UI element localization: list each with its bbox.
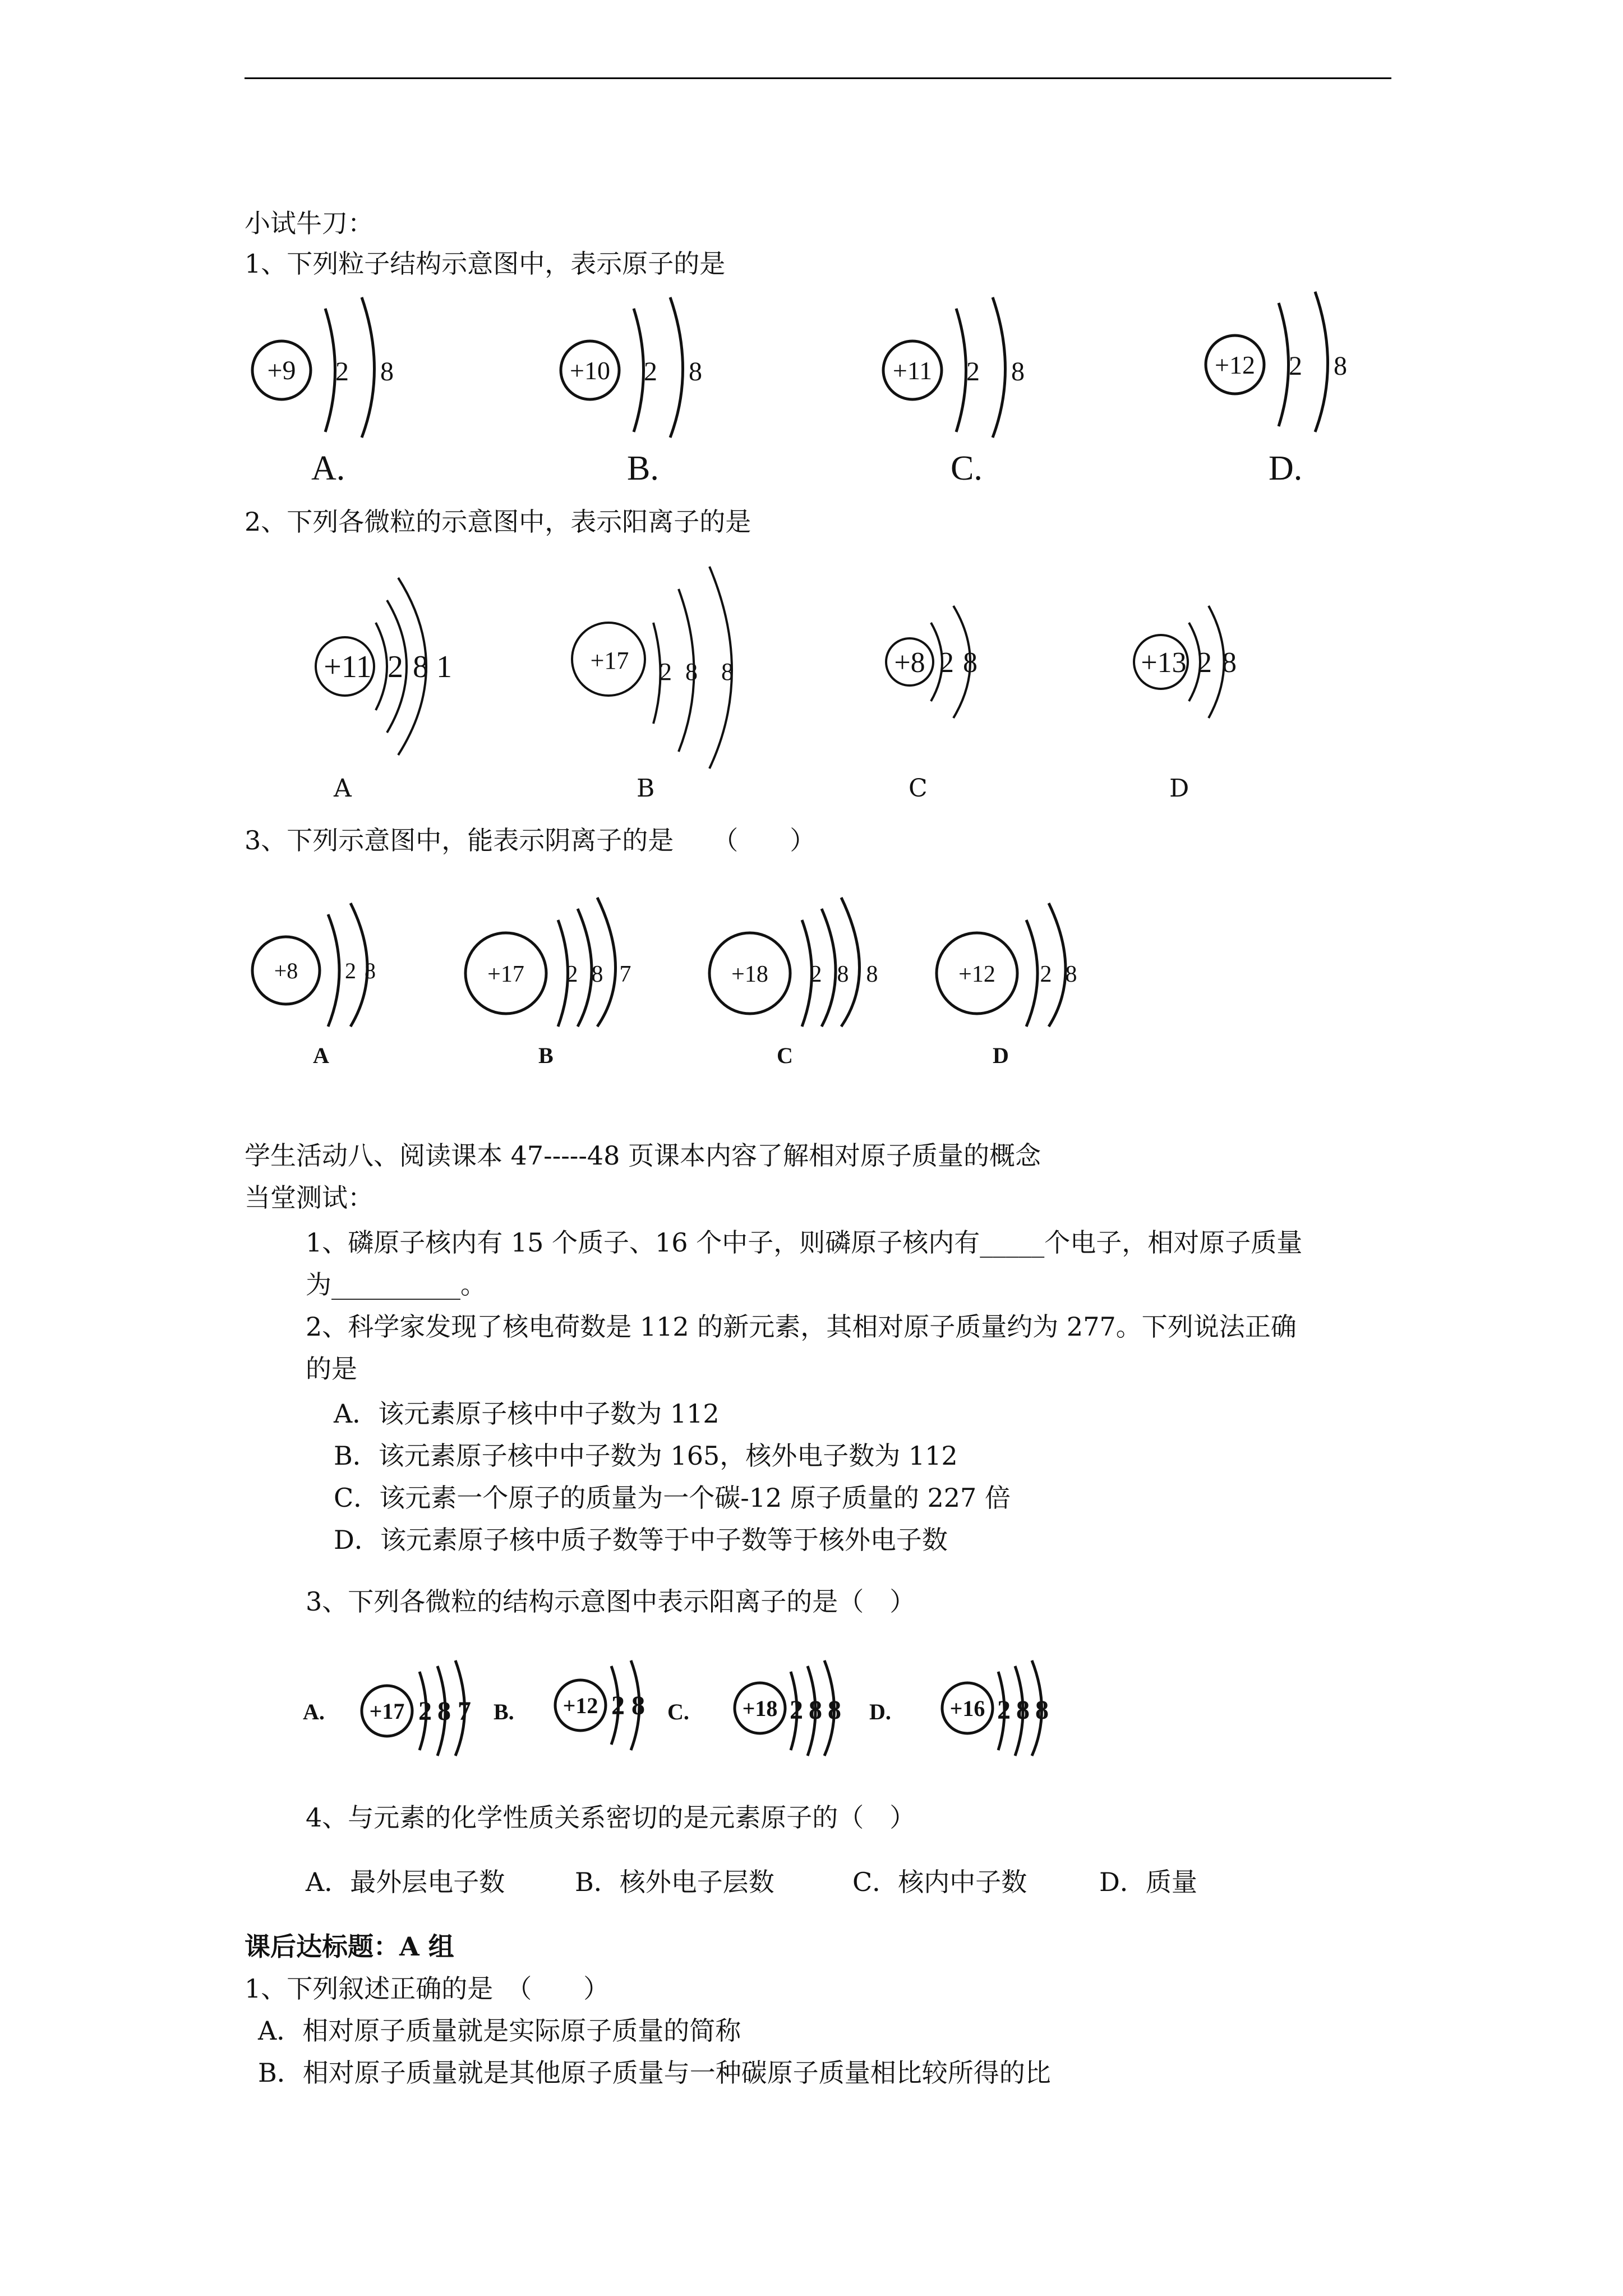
shell-electrons: 8 xyxy=(689,357,702,386)
shell-electrons: 8 xyxy=(591,961,603,987)
shell-electrons: 8 xyxy=(437,1696,451,1726)
homework-q1: 1、下列叙述正确的是 （ ） xyxy=(245,1973,610,2004)
nucleus-charge: +8 xyxy=(894,647,925,679)
t3-option-c: C. xyxy=(667,1699,689,1724)
section-title: 小试牛刀： xyxy=(245,208,374,238)
shell-electrons: 2 xyxy=(997,1695,1011,1725)
shell-electrons: 8 xyxy=(809,1695,822,1725)
nucleus-charge: +13 xyxy=(1141,647,1187,679)
t3-diagrams xyxy=(303,1655,1088,1761)
t4-option-b: B．核外电子层数 xyxy=(575,1867,774,1897)
nucleus-charge: +18 xyxy=(742,1696,778,1721)
shell-electrons: 2 xyxy=(1197,647,1212,679)
shell-electrons: 2 xyxy=(966,357,980,386)
q1-diagram-b xyxy=(555,292,723,438)
nucleus-charge: +18 xyxy=(731,961,768,987)
q3-option-b: B xyxy=(538,1043,554,1068)
q2-diagram-a xyxy=(314,567,477,774)
shell-electrons: 8 xyxy=(365,958,376,983)
q3-text: 3、下列示意图中，能表示阴离子的是 （ ） xyxy=(245,825,816,855)
shell-arc xyxy=(670,297,683,438)
nucleus-charge: +10 xyxy=(570,356,610,385)
shell-arc xyxy=(822,909,836,1027)
shell-arc xyxy=(328,914,339,1027)
test-title: 当堂测试： xyxy=(245,1182,374,1213)
q2-option-c: C xyxy=(909,774,928,803)
nucleus-charge: +9 xyxy=(267,356,296,385)
shell-electrons: 2 xyxy=(810,961,822,987)
shell-electrons: 2 xyxy=(1040,961,1052,987)
shell-electrons: 8 xyxy=(1011,357,1025,386)
shell-arc xyxy=(325,309,335,432)
shell-electrons: 8 xyxy=(866,961,878,987)
q1-option-c: C. xyxy=(951,449,983,487)
nucleus-charge: +8 xyxy=(274,958,298,983)
t3-option-b: B. xyxy=(494,1699,514,1724)
shell-electrons: 2 xyxy=(418,1696,432,1726)
t2-option-a: A．该元素原子核中中子数为 112 xyxy=(334,1398,720,1429)
q2-diagram-b xyxy=(569,561,749,774)
t4-option-a: A．最外层电子数 xyxy=(306,1867,505,1897)
shell-arc xyxy=(1315,292,1328,432)
t4-option-d: D．质量 xyxy=(1099,1867,1197,1897)
shell-electrons: 2 xyxy=(566,961,578,987)
q2-option-b: B xyxy=(637,774,655,803)
shell-electrons: 8 xyxy=(1016,1695,1030,1725)
shell-arc xyxy=(634,309,644,432)
t2-option-d: D．该元素原子核中质子数等于中子数等于核外电子数 xyxy=(334,1525,948,1555)
q3-diagram-a xyxy=(250,886,407,1032)
shell-electrons: 8 xyxy=(1222,647,1237,679)
homework-option-b: B．相对原子质量就是其他原子质量与一种碳原子质量相比较所得的比 xyxy=(258,2058,1051,2088)
q3-option-c: C xyxy=(777,1043,793,1068)
shell-electrons: 2 xyxy=(1289,351,1302,381)
t2-option-b: B．该元素原子核中中子数为 165，核外电子数为 112 xyxy=(334,1441,958,1471)
shell-electrons: 8 xyxy=(1035,1695,1049,1725)
q1-diagram-a xyxy=(247,292,415,438)
shell-arc xyxy=(993,297,1006,438)
q1-option-b: B. xyxy=(627,449,659,487)
shell-electrons: 8 xyxy=(1065,961,1077,987)
shell-electrons: 2 xyxy=(388,650,403,684)
q1-diagram-d xyxy=(1200,286,1368,432)
shell-electrons: 8 xyxy=(837,961,849,987)
shell-electrons: 2 xyxy=(939,647,954,679)
q1-option-d: D. xyxy=(1269,449,1303,487)
shell-arc xyxy=(1026,920,1038,1027)
q1-text: 1、下列粒子结构示意图中，表示原子的是 xyxy=(245,249,726,279)
shell-electrons: 8 xyxy=(685,658,698,685)
nucleus-charge: +12 xyxy=(1215,351,1255,379)
shell-arc xyxy=(956,309,966,432)
shell-electrons: 8 xyxy=(413,650,428,684)
t1-line2: 为__________。 xyxy=(306,1269,486,1300)
t2-option-c: C．该元素一个原子的质量为一个碳-12 原子质量的 227 倍 xyxy=(334,1483,1011,1513)
shell-arc xyxy=(578,909,592,1027)
t2-line2: 的是 xyxy=(306,1354,357,1384)
homework-title: 课后达标题：A 组 xyxy=(245,1931,454,1962)
nucleus-charge: +17 xyxy=(369,1699,405,1724)
q1-option-a: A. xyxy=(311,449,345,487)
t3-option-a: A. xyxy=(303,1699,325,1724)
nucleus-charge: +12 xyxy=(958,961,995,987)
q3-option-d: D xyxy=(993,1043,1009,1068)
shell-electrons: 2 xyxy=(345,958,356,983)
q2-diagram-d xyxy=(1127,595,1262,729)
nucleus-charge: +16 xyxy=(949,1696,985,1721)
q2-diagram-c xyxy=(880,595,1015,729)
shell-electrons: 8 xyxy=(721,658,734,685)
t4-text: 4、与元素的化学性质关系密切的是元素原子的（ ） xyxy=(306,1802,916,1833)
q1-diagram-c xyxy=(878,292,1046,438)
shell-electrons: 8 xyxy=(963,647,978,679)
shell-electrons: 1 xyxy=(436,650,452,684)
t4-option-c: C．核内中子数 xyxy=(852,1867,1027,1897)
q3-option-a: A xyxy=(313,1043,329,1068)
shell-electrons: 8 xyxy=(631,1691,645,1720)
q2-option-d: D xyxy=(1169,774,1189,803)
t2-line1: 2、科学家发现了核电荷数是 112 的新元素，其相对原子质量约为 277。下列说法正确 xyxy=(306,1312,1297,1342)
q2-option-a: A xyxy=(334,774,352,803)
shell-electrons: 2 xyxy=(644,357,657,386)
q2-text: 2、下列各微粒的示意图中，表示阳离子的是 xyxy=(245,507,751,537)
shell-arc xyxy=(376,623,387,710)
shell-electrons: 2 xyxy=(790,1695,803,1725)
shell-arc xyxy=(1279,303,1289,426)
shell-electrons: 7 xyxy=(619,961,631,987)
homework-option-a: A．相对原子质量就是实际原子质量的简称 xyxy=(258,2016,741,2046)
shell-electrons: 8 xyxy=(380,357,394,386)
nucleus-charge: +17 xyxy=(590,647,629,674)
nucleus-charge: +11 xyxy=(324,650,372,684)
t1-line1: 1、磷原子核内有 15 个质子、16 个中子，则磷原子核内有_____个电子，相对原子质量 xyxy=(306,1227,1303,1258)
shell-electrons: 2 xyxy=(611,1691,625,1720)
header-rule xyxy=(245,77,1391,79)
activity-title: 学生活动八、阅读课本 47-----48 页课本内容了解相对原子质量的概念 xyxy=(245,1140,1041,1171)
shell-electrons: 2 xyxy=(335,357,349,386)
t3-option-d: D. xyxy=(869,1699,891,1724)
t3-text: 3、下列各微粒的结构示意图中表示阳离子的是（ ） xyxy=(306,1586,916,1617)
shell-electrons: 8 xyxy=(828,1695,841,1725)
shell-electrons: 8 xyxy=(1334,351,1347,381)
nucleus-charge: +17 xyxy=(487,961,524,987)
q3-diagram-b xyxy=(460,886,651,1032)
q3-diagram-d xyxy=(931,886,1099,1032)
q3-diagram-c xyxy=(704,886,895,1032)
shell-electrons: 2 xyxy=(660,658,672,685)
shell-arc xyxy=(362,297,375,438)
nucleus-charge: +12 xyxy=(562,1693,598,1718)
nucleus-charge: +11 xyxy=(892,356,933,385)
shell-electrons: 7 xyxy=(458,1696,471,1726)
